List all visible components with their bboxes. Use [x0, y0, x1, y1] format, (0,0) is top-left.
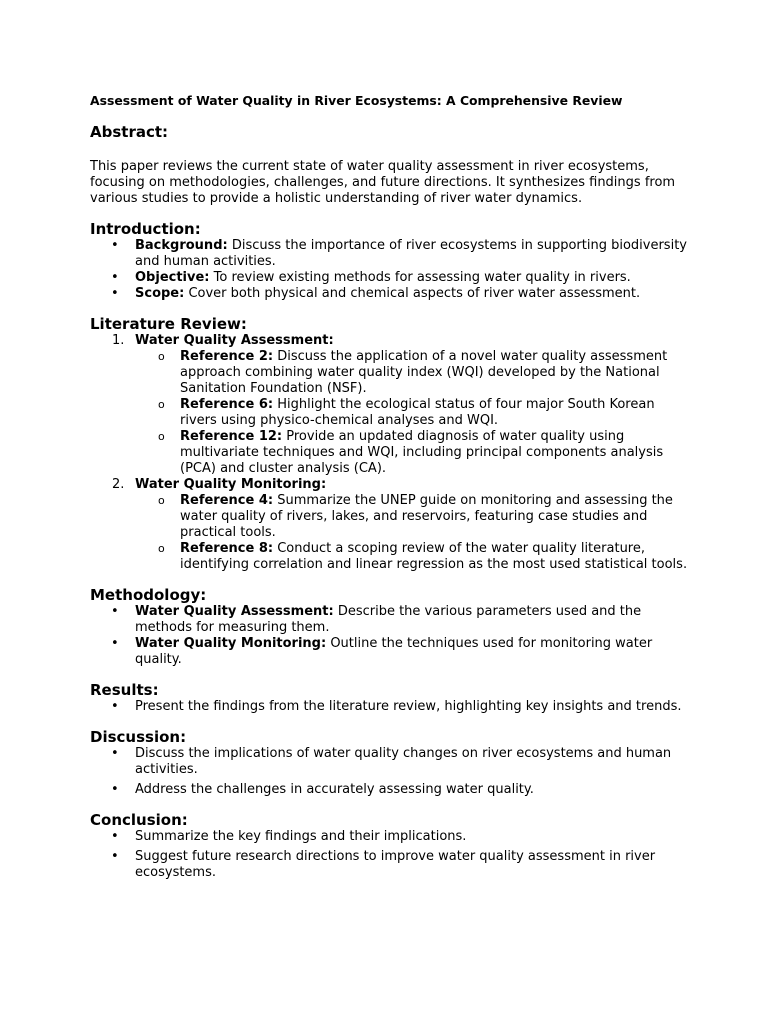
item-label: Objective:: [135, 270, 210, 285]
section-title: Water Quality Assessment:: [135, 333, 334, 348]
item-label: Water Quality Assessment:: [135, 604, 334, 619]
bullet-marker: •: [111, 782, 119, 797]
results-list: [90, 699, 690, 715]
reference-text: Highlight the ecological status of four major South Korean rivers using physico-chemical analyses and WQI.: [180, 397, 655, 428]
list-item: [90, 493, 690, 541]
bullet-marker: •: [111, 829, 119, 844]
reference-text: Conduct a scoping review of the water quality literature, identifying correlation and linear regression as the most used statistical tools.: [180, 541, 688, 572]
list-item: [90, 477, 690, 493]
item-text: Discuss the importance of river ecosystems in supporting biodiversity and human activities.: [135, 238, 687, 269]
reference-label: Reference 6:: [180, 397, 274, 412]
conclusion-list: [90, 829, 690, 881]
list-item: [90, 829, 690, 845]
conclusion-heading: Conclusion:: [90, 811, 188, 829]
item-text: To review existing methods for assessing water quality in rivers.: [209, 270, 631, 285]
bullet-marker: •: [111, 746, 119, 761]
section-title: Water Quality Monitoring:: [135, 477, 327, 492]
bullet-marker: •: [111, 699, 119, 714]
sub-bullet-marker: o: [158, 494, 165, 507]
item-text: Describe the various parameters used and the methods for measuring them.: [135, 604, 642, 635]
list-item: [90, 349, 690, 397]
reference-text: Provide an updated diagnosis of water quality using multivariate techniques and WQI, including principal components analysis (PCA) and cluster analysis (CA).: [180, 429, 664, 476]
introduction-heading: Introduction:: [90, 220, 201, 238]
item-label: Scope:: [135, 286, 185, 301]
number-marker: 1.: [112, 333, 125, 348]
item-text: Outline the techniques used for monitoring water quality.: [135, 636, 653, 667]
list-item: [90, 849, 690, 881]
document-body: [90, 93, 690, 881]
list-item: [90, 333, 690, 349]
list-item: [90, 429, 690, 477]
item-text: Summarize the key findings and their implications.: [135, 829, 467, 844]
list-item: [90, 286, 690, 302]
literature-review-list: [90, 333, 690, 573]
document-title: Assessment of Water Quality in River Ecosystems: A Comprehensive Review: [90, 93, 623, 108]
bullet-marker: •: [111, 270, 119, 285]
list-item: [90, 699, 690, 715]
list-item: [90, 782, 690, 798]
number-marker: 2.: [112, 477, 125, 492]
item-text: Address the challenges in accurately assessing water quality.: [135, 782, 534, 797]
sub-bullet-marker: o: [158, 542, 165, 555]
bullet-marker: •: [111, 604, 119, 619]
item-text: Cover both physical and chemical aspects of river water assessment.: [184, 286, 641, 301]
item-text: Suggest future research directions to improve water quality assessment in river ecosystems.: [135, 849, 656, 880]
methodology-list: [90, 604, 690, 668]
list-item: [90, 238, 690, 270]
list-item: [90, 397, 690, 429]
item-label: Water Quality Monitoring:: [135, 636, 327, 651]
bullet-marker: •: [111, 849, 119, 864]
introduction-list: [90, 238, 690, 302]
list-item: [90, 746, 690, 778]
literature-review-heading: Literature Review:: [90, 315, 247, 333]
sub-bullet-marker: o: [158, 350, 165, 363]
abstract-text: This paper reviews the current state of water quality assessment in river ecosystems, focusing on methodologies, challenges, and future directions. It synthesizes findings from various studies to provide a holistic understanding of river water dynamics.: [90, 159, 676, 206]
list-item: [90, 541, 690, 573]
item-text: Present the findings from the literature review, highlighting key insights and trends.: [135, 699, 682, 714]
bullet-marker: •: [111, 286, 119, 301]
reference-text: Discuss the application of a novel water quality assessment approach combining water quality index (WQI) developed by the National Sanitation Foundation (NSF).: [180, 349, 668, 396]
bullet-marker: •: [111, 238, 119, 253]
reference-label: Reference 2:: [180, 349, 274, 364]
reference-label: Reference 12:: [180, 429, 283, 444]
methodology-heading: Methodology:: [90, 586, 207, 604]
discussion-list: [90, 746, 690, 798]
reference-text: Summarize the UNEP guide on monitoring and assessing the water quality of rivers, lakes, and reservoirs, featuring case studies and practical tools.: [180, 493, 673, 540]
reference-label: Reference 8:: [180, 541, 274, 556]
sub-bullet-marker: o: [158, 398, 165, 411]
list-item: [90, 604, 690, 636]
list-item: [90, 636, 690, 668]
abstract-heading: Abstract:: [90, 123, 169, 141]
bullet-marker: •: [111, 636, 119, 651]
list-item: [90, 270, 690, 286]
results-heading: Results:: [90, 681, 159, 699]
item-label: Background:: [135, 238, 228, 253]
discussion-heading: Discussion:: [90, 728, 187, 746]
item-text: Discuss the implications of water quality changes on river ecosystems and human activities.: [135, 746, 672, 777]
reference-label: Reference 4:: [180, 493, 274, 508]
sub-bullet-marker: o: [158, 430, 165, 443]
